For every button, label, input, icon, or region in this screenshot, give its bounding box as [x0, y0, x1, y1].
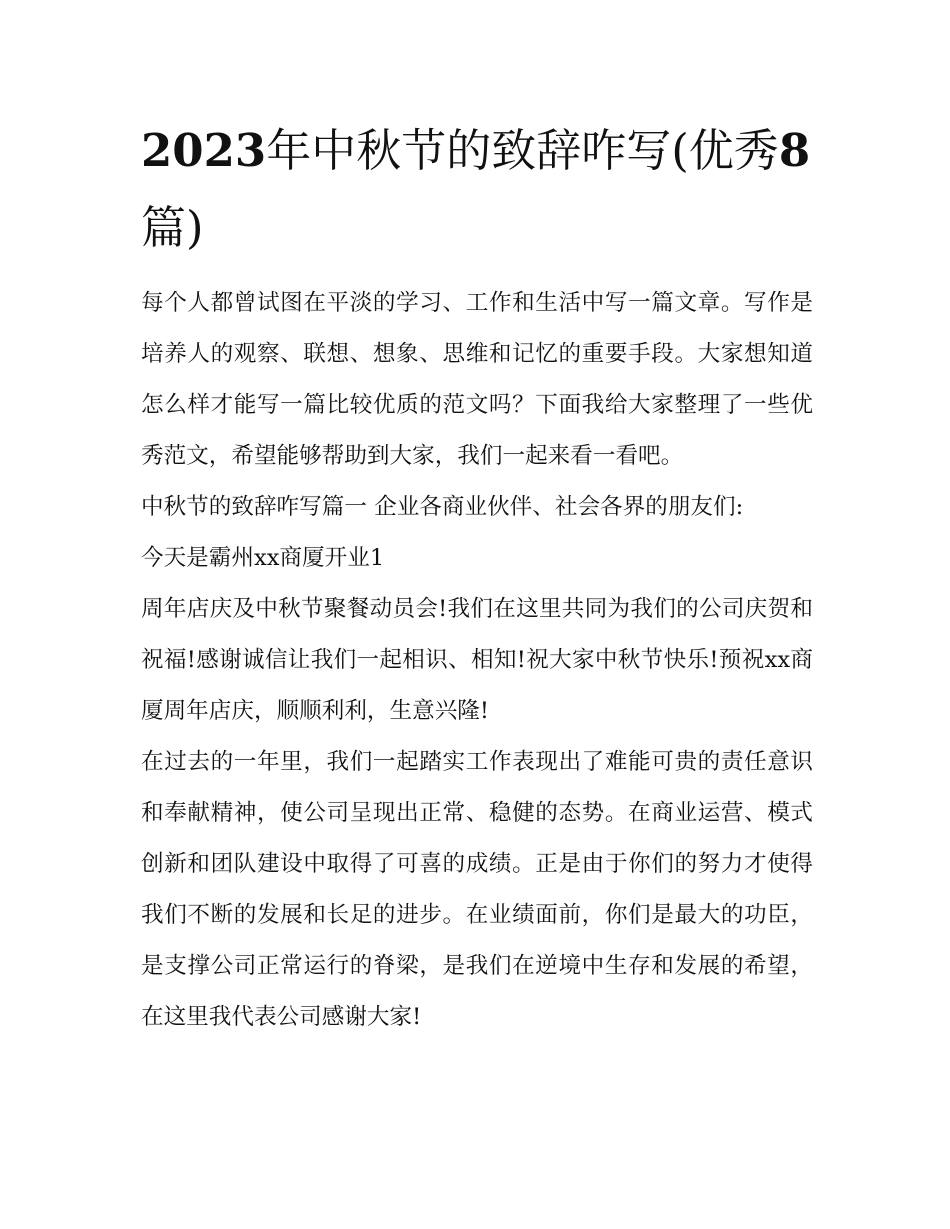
- document-content: [141, 112, 813, 1043]
- document-body: [141, 278, 813, 1043]
- paragraph-review: 在过去的一年里，我们一起踏实工作表现出了难能可贵的责任意识和奉献精神，使公司呈现出正常、稳健的态势。在商业运营、模式创新和团队建设中取得了可喜的成绩。正是由于你们的努力才使得我们不断的发展和长足的进步。在业绩面前，你们是最大的功臣，是支撑公司正常运行的脊梁，是我们在逆境中生存和发展的希望，在这里我代表公司感谢大家!: [141, 749, 813, 1030]
- paragraph-intro: 每个人都曾试图在平淡的学习、工作和生活中写一篇文章。写作是培养人的观察、联想、想象、思维和记忆的重要手段。大家想知道怎么样才能写一篇比较优质的范文吗？下面我给大家整理了一些优秀范文，希望能够帮助到大家，我们一起来看一看吧。: [141, 290, 813, 469]
- paragraph-section-heading: 中秋节的致辞咋写篇一 企业各商业伙伴、社会各界的朋友们:: [141, 494, 744, 520]
- title-number: 2023: [141, 124, 267, 177]
- paragraph-opening-line: 今天是霸州xx商厦开业1: [141, 545, 385, 571]
- paragraph-celebration: 周年店庆及中秋节聚餐动员会!我们在这里共同为我们的公司庆贺和祝福!感谢诚信让我们一起相识、相知!祝大家中秋节快乐!预祝xx商厦周年店庆，顺顺利利，生意兴隆!: [141, 596, 813, 724]
- title-number: 8: [778, 124, 811, 177]
- document-title: [141, 112, 813, 266]
- title-text: 篇): [141, 201, 204, 254]
- title-text: 年中秋节的致辞咋写(优秀: [266, 124, 779, 177]
